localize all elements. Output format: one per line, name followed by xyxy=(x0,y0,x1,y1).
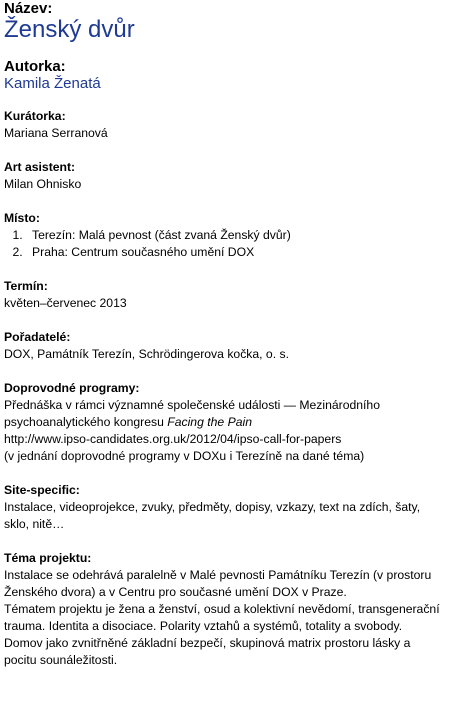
programs-line-text: psychoanalytického kongresu xyxy=(4,415,168,429)
programs-label: Doprovodné programy: xyxy=(4,381,140,395)
place-item: 1. Terezín: Malá pevnost (část zvaná Ženský dvůr) xyxy=(26,227,457,244)
theme-line: Instalace se odehrává paralelně v Malé pevnosti Památníku Terezín (v prostoru xyxy=(4,568,432,582)
curator-name: Mariana Serranová xyxy=(4,126,108,140)
site-specific-label: Site-specific: xyxy=(4,483,80,497)
curator-label: Kurátorka: xyxy=(4,109,66,123)
programs-line: Přednáška v rámci významné společenské události — Mezinárodního xyxy=(4,398,380,412)
art-assistant-label: Art asistent: xyxy=(4,160,76,174)
term-label: Termín: xyxy=(4,279,48,293)
place-label: Místo: xyxy=(4,211,40,225)
programs-line xyxy=(4,414,457,431)
theme-line: Ženského dvora) a v Centru pro současné umění DOX v Praze. xyxy=(4,585,347,599)
congress-title: Facing the Pain xyxy=(167,415,252,429)
site-specific-line: sklo, nitě… xyxy=(4,517,65,531)
theme-line: Domov jako zvnitřněné základní bezpečí, skupinová matrix prostoru lásky a xyxy=(4,636,411,650)
page-title: Ženský dvůr xyxy=(4,16,135,43)
programs-url: http://www.ipso-candidates.org.uk/2012/04/ipso-call-for-papers xyxy=(4,432,342,446)
theme-label: Téma projektu: xyxy=(4,551,92,565)
author-label: Autorka: xyxy=(4,58,66,75)
organizers-label: Pořadatelé: xyxy=(4,330,71,344)
art-assistant-name: Milan Ohnisko xyxy=(4,177,82,191)
name-label: Název: xyxy=(4,0,53,17)
programs-line: (v jednání doprovodné programy v DOXu i Terezíně na dané téma) xyxy=(4,449,365,463)
organizers-value: DOX, Památník Terezín, Schrödingerova kočka, o. s. xyxy=(4,347,289,361)
theme-line: trauma. Identita a disociace. Polarity vztahů a systémů, totality a svobody. xyxy=(4,619,403,633)
term-value: květen–červenec 2013 xyxy=(4,296,127,310)
theme-line: pocitu sounáležitosti. xyxy=(4,653,118,667)
places-list xyxy=(4,227,457,261)
theme-line: Tématem projektu je žena a ženství, osud a kolektivní nevědomí, transgenerační xyxy=(4,602,440,616)
place-item: 2. Praha: Centrum současného umění DOX xyxy=(26,244,457,261)
site-specific-line: Instalace, videoprojekce, zvuky, předměty, dopisy, vzkazy, text na zdích, šaty, xyxy=(4,500,421,514)
author-name: Kamila Ženatá xyxy=(4,75,101,92)
